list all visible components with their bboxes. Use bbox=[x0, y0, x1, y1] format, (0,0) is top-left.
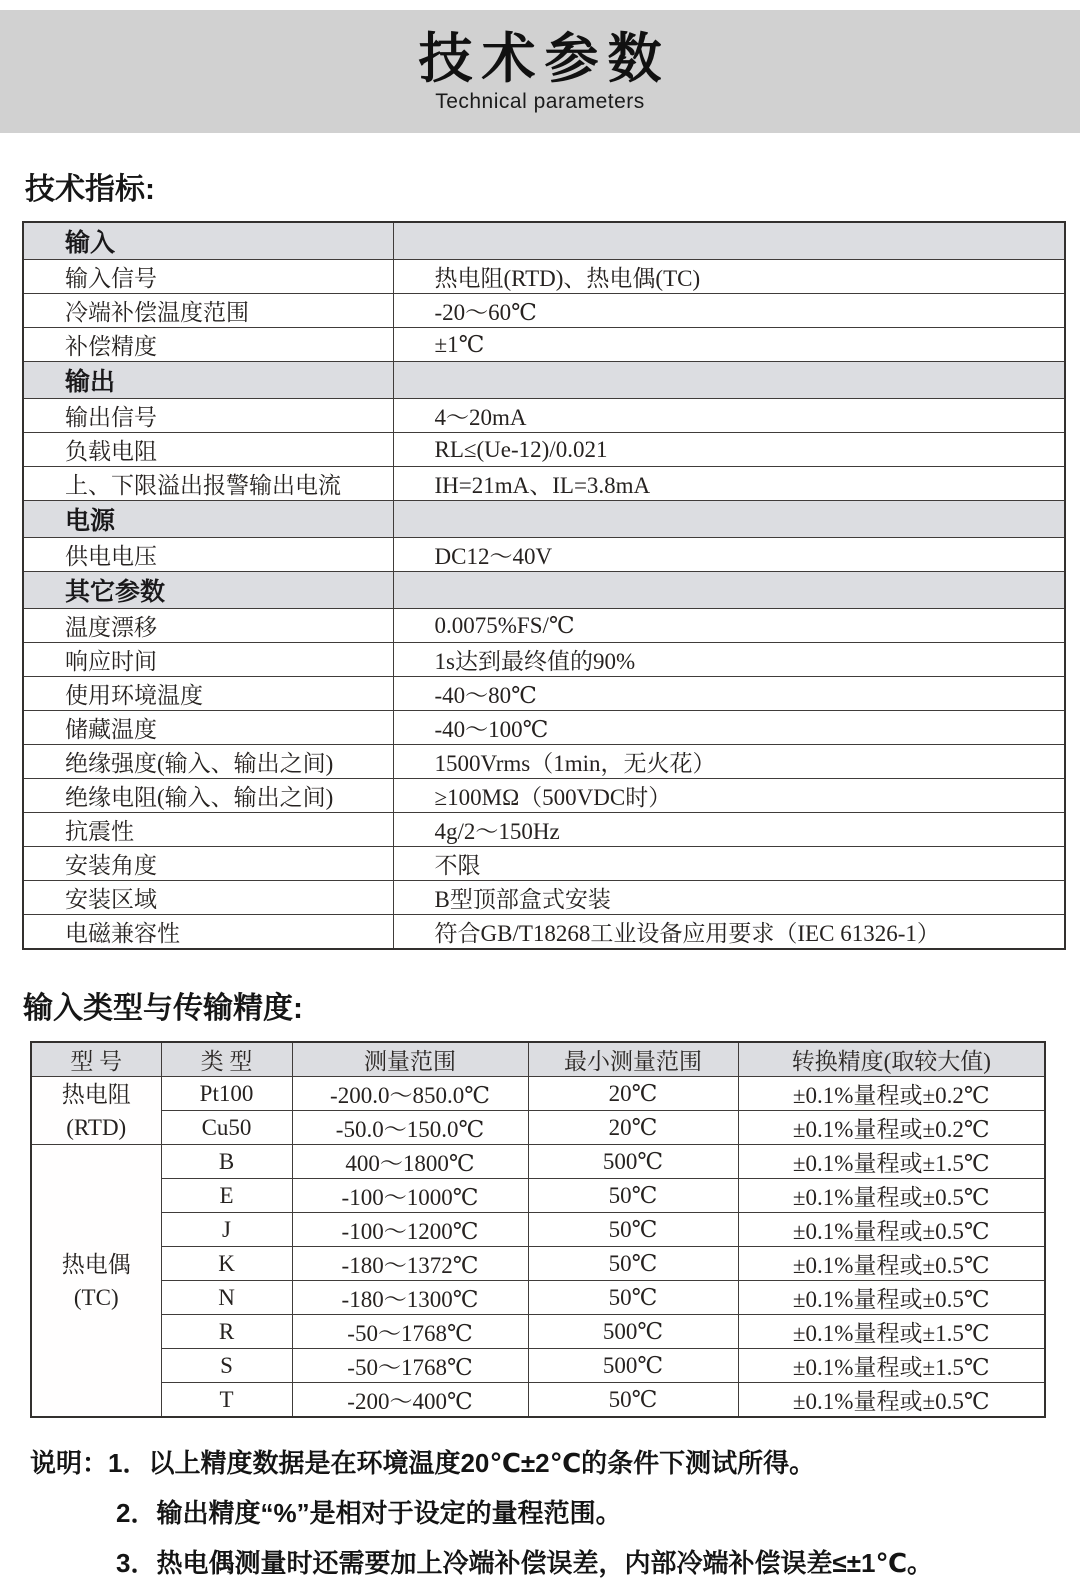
spec-label-cell: 负载电阻 bbox=[23, 433, 393, 467]
spec-label-cell: 补偿精度 bbox=[23, 328, 393, 362]
spec-value-cell bbox=[393, 222, 1065, 260]
accuracy-type-cell: Cu50 bbox=[161, 1111, 292, 1145]
accuracy-type-cell: R bbox=[161, 1315, 292, 1349]
accuracy-data-row bbox=[31, 1213, 1045, 1247]
spec-label-cell: 温度漂移 bbox=[23, 609, 393, 643]
accuracy-model-line: (TC) bbox=[73, 1284, 119, 1310]
note-text: 3．热电偶测量时还需要加上冷端补偿误差，内部冷端补偿误差≤±1℃。 bbox=[116, 1548, 933, 1578]
accuracy-range-cell: -200～400℃ bbox=[292, 1383, 528, 1418]
accuracy-model-cell bbox=[31, 1077, 161, 1145]
accuracy-range-cell: -50～1768℃ bbox=[292, 1349, 528, 1383]
accuracy-precision-cell: ±0.1%量程或±0.2℃ bbox=[738, 1111, 1045, 1145]
page-subtitle: Technical parameters bbox=[435, 89, 645, 113]
spec-data-row bbox=[23, 847, 1065, 881]
spec-label-cell: 抗震性 bbox=[23, 813, 393, 847]
accuracy-range-cell: -180～1300℃ bbox=[292, 1281, 528, 1315]
spec-value-cell bbox=[393, 362, 1065, 399]
spec-table bbox=[22, 221, 1066, 950]
spec-data-row bbox=[23, 294, 1065, 328]
spec-label-cell: 电源 bbox=[23, 501, 393, 538]
accuracy-type-cell: J bbox=[161, 1213, 292, 1247]
page-title: 技术参数 bbox=[418, 28, 671, 89]
spec-section-row bbox=[23, 362, 1065, 399]
accuracy-data-row bbox=[31, 1077, 1045, 1111]
spec-value-cell: 不限 bbox=[393, 847, 1065, 881]
accuracy-data-row bbox=[31, 1111, 1045, 1145]
accuracy-precision-cell: ±0.1%量程或±1.5℃ bbox=[738, 1315, 1045, 1349]
spec-value-cell bbox=[393, 572, 1065, 609]
spec-label-cell: 冷端补偿温度范围 bbox=[23, 294, 393, 328]
spec-data-row bbox=[23, 779, 1065, 813]
spec-value-cell: 符合GB/T18268工业设备应用要求（IEC 61326-1） bbox=[393, 915, 1065, 950]
spec-data-row bbox=[23, 260, 1065, 294]
accuracy-precision-cell: ±0.1%量程或±0.5℃ bbox=[738, 1383, 1045, 1418]
accuracy-precision-cell: ±0.1%量程或±0.5℃ bbox=[738, 1213, 1045, 1247]
accuracy-min-range-cell: 20℃ bbox=[528, 1111, 738, 1145]
accuracy-precision-cell: ±0.1%量程或±0.5℃ bbox=[738, 1179, 1045, 1213]
spec-data-row bbox=[23, 677, 1065, 711]
accuracy-model-line: 热电阻 bbox=[61, 1081, 131, 1107]
spec-label-cell: 使用环境温度 bbox=[23, 677, 393, 711]
spec-data-row bbox=[23, 881, 1065, 915]
spec-data-row bbox=[23, 711, 1065, 745]
accuracy-table bbox=[30, 1041, 1046, 1418]
spec-sheet-page bbox=[0, 10, 1080, 1578]
accuracy-section-heading: 输入类型与传输精度: bbox=[23, 992, 303, 1025]
note-line bbox=[30, 1538, 1080, 1588]
accuracy-header-cell: 型 号 bbox=[31, 1042, 161, 1077]
spec-label-cell: 储藏温度 bbox=[23, 711, 393, 745]
accuracy-data-row bbox=[31, 1247, 1045, 1281]
accuracy-type-cell: N bbox=[161, 1281, 292, 1315]
spec-label-cell: 输出 bbox=[23, 362, 393, 399]
spec-section-row bbox=[23, 501, 1065, 538]
spec-data-row bbox=[23, 467, 1065, 501]
spec-data-row bbox=[23, 399, 1065, 433]
note-line bbox=[30, 1488, 1080, 1538]
accuracy-min-range-cell: 20℃ bbox=[528, 1077, 738, 1111]
spec-data-row bbox=[23, 609, 1065, 643]
accuracy-model-line: (RTD) bbox=[66, 1114, 127, 1140]
spec-value-cell: 0.0075%FS/℃ bbox=[393, 609, 1065, 643]
accuracy-range-cell: 400～1800℃ bbox=[292, 1145, 528, 1179]
accuracy-min-range-cell: 500℃ bbox=[528, 1315, 738, 1349]
accuracy-min-range-cell: 50℃ bbox=[528, 1213, 738, 1247]
accuracy-precision-cell: ±0.1%量程或±0.5℃ bbox=[738, 1247, 1045, 1281]
note-line bbox=[30, 1438, 1080, 1488]
accuracy-data-row bbox=[31, 1281, 1045, 1315]
accuracy-range-cell: -100～1000℃ bbox=[292, 1179, 528, 1213]
notes-block bbox=[30, 1438, 1080, 1588]
accuracy-min-range-cell: 50℃ bbox=[528, 1383, 738, 1418]
accuracy-data-row bbox=[31, 1145, 1045, 1179]
spec-data-row bbox=[23, 745, 1065, 779]
accuracy-type-cell: Pt100 bbox=[161, 1077, 292, 1111]
accuracy-type-cell: K bbox=[161, 1247, 292, 1281]
accuracy-range-cell: -100～1200℃ bbox=[292, 1213, 528, 1247]
spec-data-row bbox=[23, 433, 1065, 467]
spec-data-row bbox=[23, 328, 1065, 362]
accuracy-precision-cell: ±0.1%量程或±0.2℃ bbox=[738, 1077, 1045, 1111]
spec-value-cell: IH=21mA、IL=3.8mA bbox=[393, 467, 1065, 501]
accuracy-model-cell bbox=[31, 1145, 161, 1418]
spec-section-row bbox=[23, 222, 1065, 260]
note-text: 2．输出精度“%”是相对于设定的量程范围。 bbox=[116, 1498, 622, 1528]
accuracy-header-cell: 最小测量范围 bbox=[528, 1042, 738, 1077]
accuracy-precision-cell: ±0.1%量程或±1.5℃ bbox=[738, 1349, 1045, 1383]
spec-value-cell: B型顶部盒式安装 bbox=[393, 881, 1065, 915]
spec-value-cell: 热电阻(RTD)、热电偶(TC) bbox=[393, 260, 1065, 294]
accuracy-data-row bbox=[31, 1315, 1045, 1349]
accuracy-precision-cell: ±0.1%量程或±1.5℃ bbox=[738, 1145, 1045, 1179]
accuracy-model-line: 热电偶 bbox=[61, 1251, 131, 1277]
spec-value-cell: 4～20mA bbox=[393, 399, 1065, 433]
spec-value-cell: RL≤(Ue-12)/0.021 bbox=[393, 433, 1065, 467]
spec-section-heading: 技术指标: bbox=[25, 173, 155, 206]
accuracy-range-cell: -200.0～850.0℃ bbox=[292, 1077, 528, 1111]
spec-value-cell: 4g/2～150Hz bbox=[393, 813, 1065, 847]
accuracy-min-range-cell: 50℃ bbox=[528, 1179, 738, 1213]
spec-label-cell: 响应时间 bbox=[23, 643, 393, 677]
spec-value-cell: -40～100℃ bbox=[393, 711, 1065, 745]
spec-label-cell: 安装角度 bbox=[23, 847, 393, 881]
accuracy-type-cell: T bbox=[161, 1383, 292, 1418]
accuracy-header-row bbox=[31, 1042, 1045, 1077]
accuracy-data-row bbox=[31, 1383, 1045, 1418]
accuracy-range-cell: -50.0～150.0℃ bbox=[292, 1111, 528, 1145]
accuracy-min-range-cell: 500℃ bbox=[528, 1349, 738, 1383]
spec-label-cell: 输出信号 bbox=[23, 399, 393, 433]
accuracy-data-row bbox=[31, 1179, 1045, 1213]
note-text: 1．以上精度数据是在环境温度20℃±2℃的条件下测试所得。 bbox=[108, 1448, 816, 1478]
spec-value-cell: ≥100MΩ（500VDC时） bbox=[393, 779, 1065, 813]
spec-data-row bbox=[23, 915, 1065, 950]
spec-label-cell: 供电电压 bbox=[23, 538, 393, 572]
title-band bbox=[0, 10, 1080, 133]
notes-prefix: 说明： bbox=[30, 1448, 109, 1478]
spec-label-cell: 上、下限溢出报警输出电流 bbox=[23, 467, 393, 501]
spec-data-row bbox=[23, 643, 1065, 677]
accuracy-type-cell: E bbox=[161, 1179, 292, 1213]
spec-value-cell bbox=[393, 501, 1065, 538]
spec-value-cell: ±1℃ bbox=[393, 328, 1065, 362]
accuracy-precision-cell: ±0.1%量程或±0.5℃ bbox=[738, 1281, 1045, 1315]
accuracy-header-cell: 类 型 bbox=[161, 1042, 292, 1077]
spec-label-cell: 绝缘强度(输入、输出之间) bbox=[23, 745, 393, 779]
accuracy-min-range-cell: 50℃ bbox=[528, 1247, 738, 1281]
accuracy-header-cell: 转换精度(取较大值) bbox=[738, 1042, 1045, 1077]
spec-label-cell: 其它参数 bbox=[23, 572, 393, 609]
spec-label-cell: 安装区域 bbox=[23, 881, 393, 915]
accuracy-range-cell: -180～1372℃ bbox=[292, 1247, 528, 1281]
accuracy-min-range-cell: 500℃ bbox=[528, 1145, 738, 1179]
spec-section-row bbox=[23, 572, 1065, 609]
accuracy-type-cell: S bbox=[161, 1349, 292, 1383]
spec-data-row bbox=[23, 813, 1065, 847]
accuracy-range-cell: -50～1768℃ bbox=[292, 1315, 528, 1349]
spec-label-cell: 输入 bbox=[23, 222, 393, 260]
spec-value-cell: 1s达到最终值的90% bbox=[393, 643, 1065, 677]
spec-value-cell: DC12～40V bbox=[393, 538, 1065, 572]
spec-value-cell: -20～60℃ bbox=[393, 294, 1065, 328]
accuracy-type-cell: B bbox=[161, 1145, 292, 1179]
spec-label-cell: 输入信号 bbox=[23, 260, 393, 294]
accuracy-header-cell: 测量范围 bbox=[292, 1042, 528, 1077]
spec-value-cell: -40～80℃ bbox=[393, 677, 1065, 711]
accuracy-data-row bbox=[31, 1349, 1045, 1383]
spec-value-cell: 1500Vrms（1min，无火花） bbox=[393, 745, 1065, 779]
spec-label-cell: 电磁兼容性 bbox=[23, 915, 393, 950]
accuracy-min-range-cell: 50℃ bbox=[528, 1281, 738, 1315]
spec-data-row bbox=[23, 538, 1065, 572]
spec-label-cell: 绝缘电阻(输入、输出之间) bbox=[23, 779, 393, 813]
